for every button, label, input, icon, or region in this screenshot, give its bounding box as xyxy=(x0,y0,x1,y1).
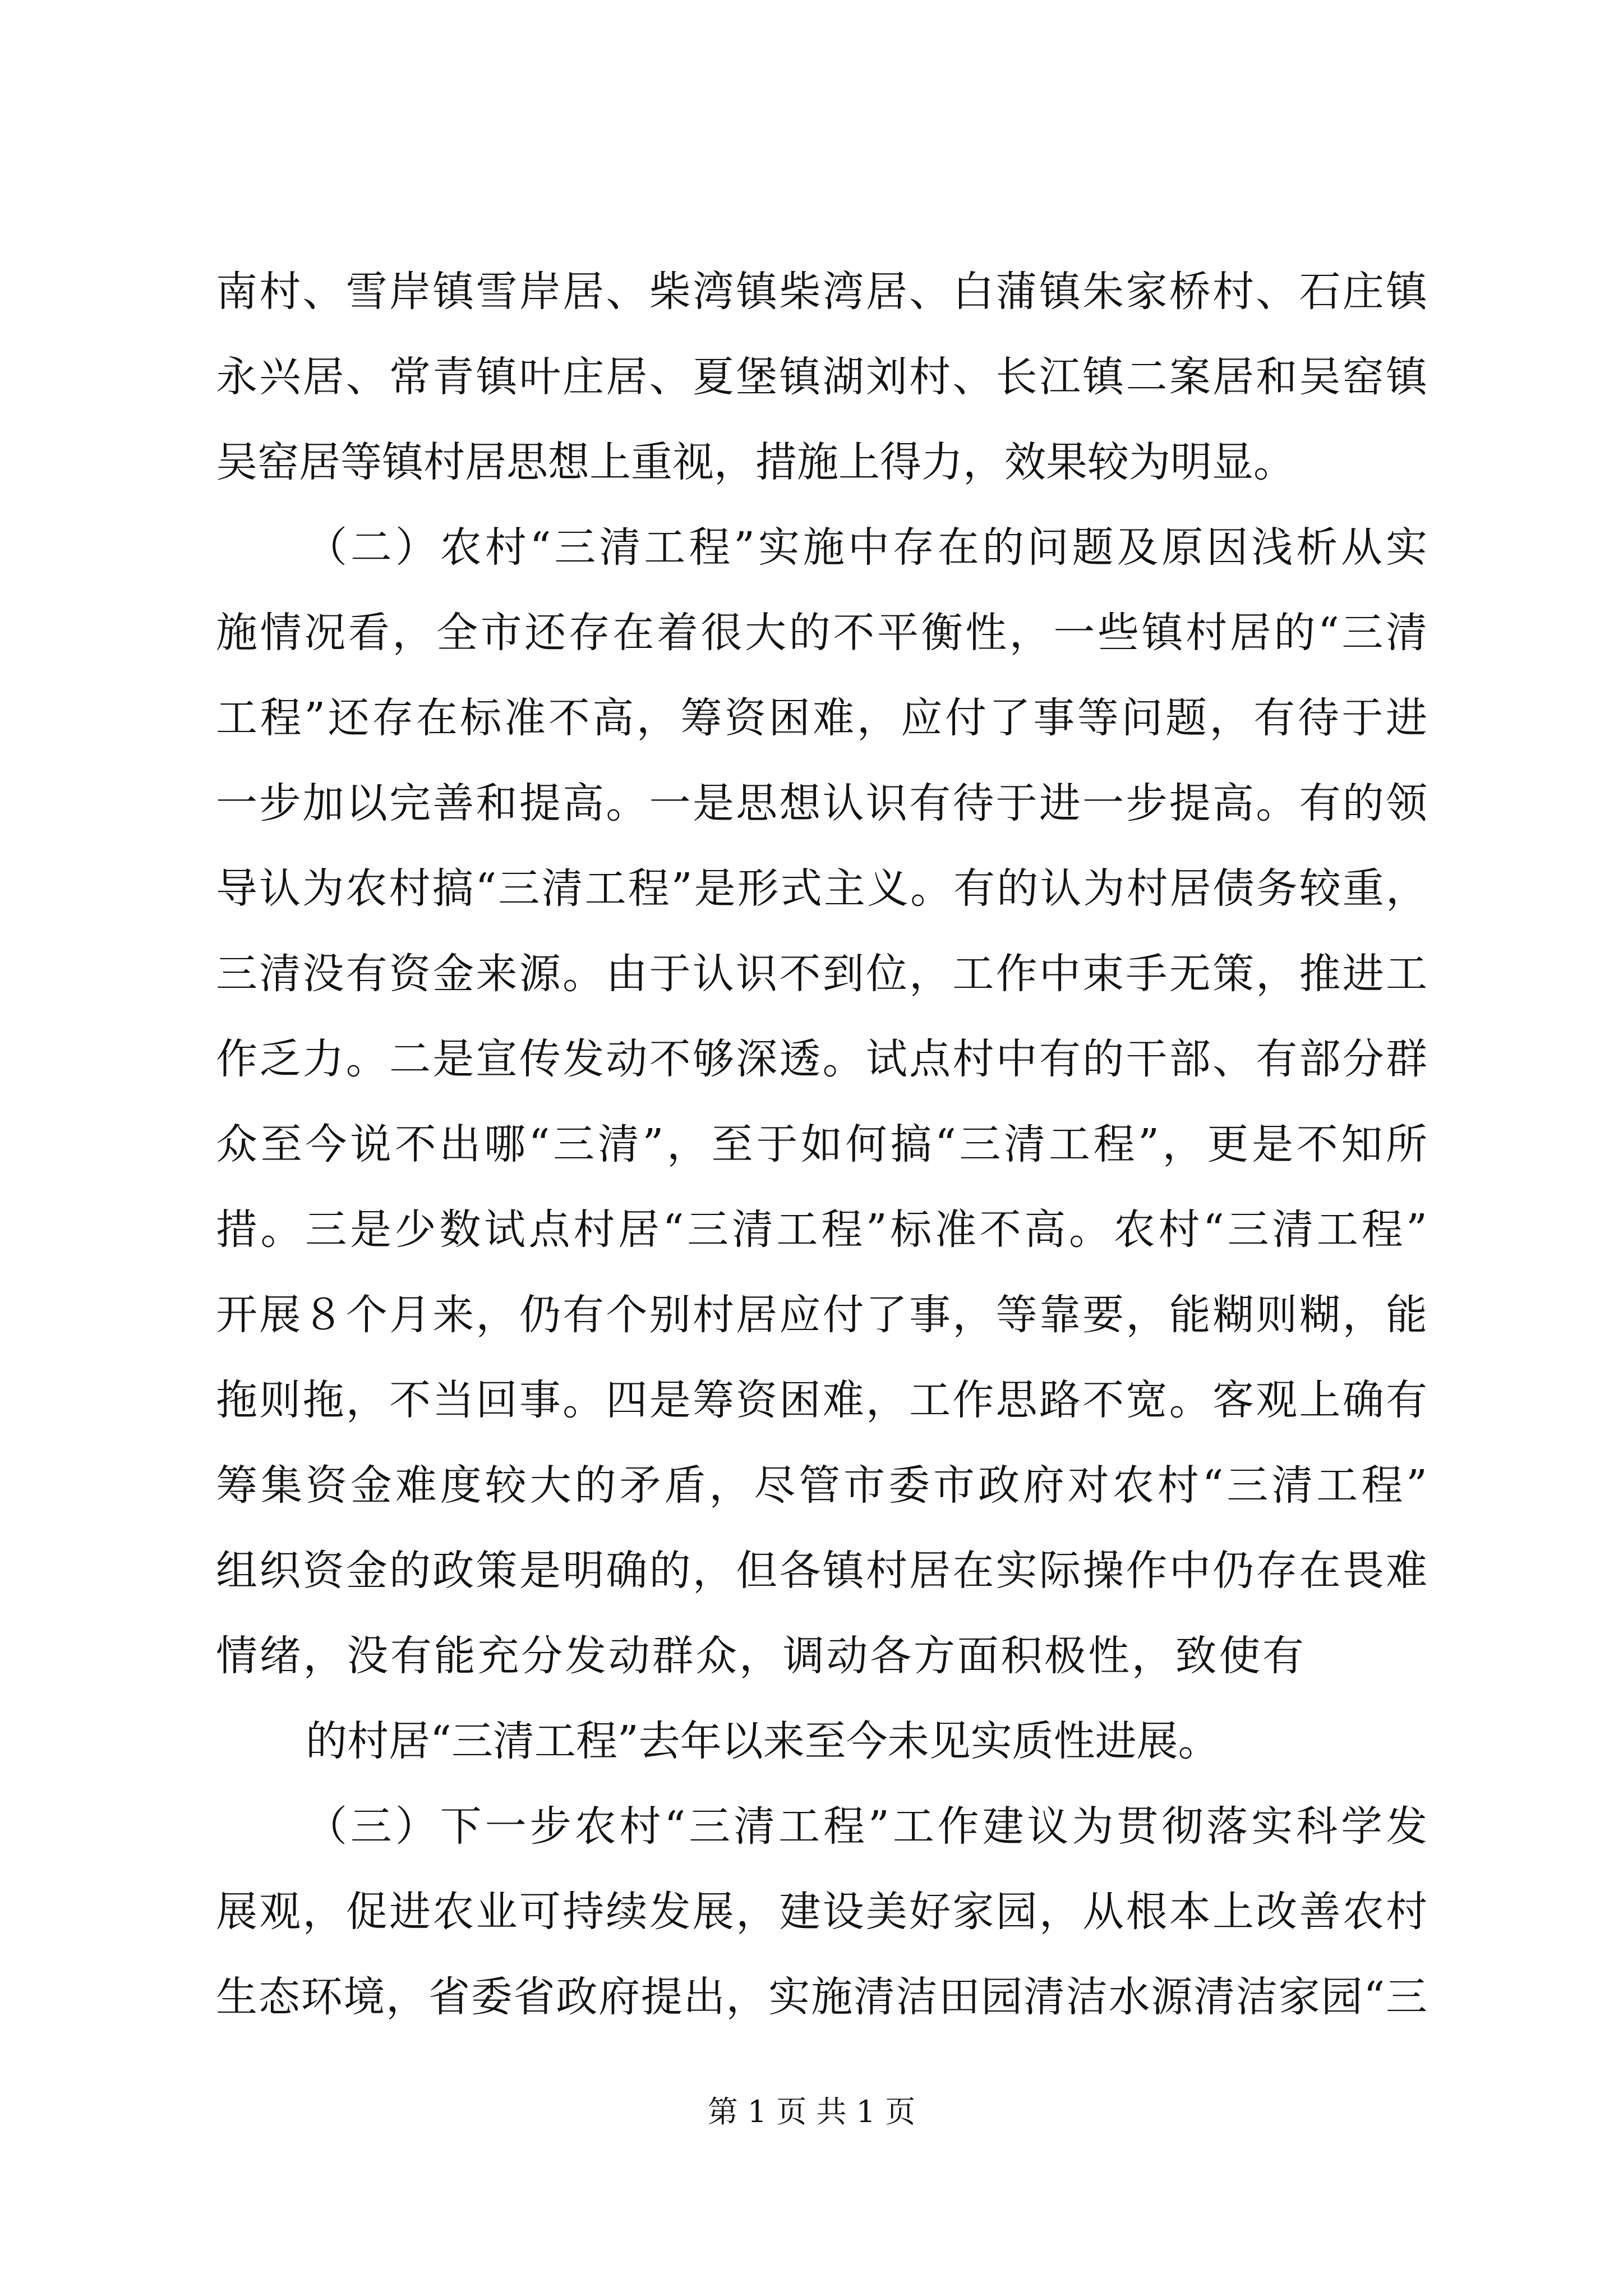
text-line: 情绪，没有能充分发动群众，调动各方面积极性，致使有 xyxy=(216,1632,1304,1680)
text-line: 工程”还存在标准不高，筹资困难，应付了事等问题，有待于进 xyxy=(216,694,1427,742)
text-line: 组织资金的政策是明确的，但各镇村居在实际操作中仍存在畏难 xyxy=(216,1547,1427,1595)
text-line: 众至今说不出哪“三清”，至于如何搞“三清工程”，更是不知所 xyxy=(216,1120,1427,1168)
text-line: 开展８个月来，仍有个别村居应付了事，等靠要，能糊则糊，能 xyxy=(216,1291,1427,1339)
text-line: 导认为农村搞“三清工程”是形式主义。有的认为村居债务较重， xyxy=(216,864,1427,913)
text-line: 永兴居、常青镇叶庄居、夏堡镇湖刘村、长江镇二案居和吴窑镇 xyxy=(216,353,1427,401)
text-line: 三清没有资金来源。由于认识不到位，工作中束手无策，推进工 xyxy=(216,950,1427,998)
text-line: 的村居“三清工程”去年以来至今未见实质性进展。 xyxy=(306,1717,1220,1765)
text-line: 措。三是少数试点村居“三清工程”标准不高。农村“三清工程” xyxy=(216,1205,1427,1254)
text-line: 吴窑居等镇村居思想上重视，措施上得力，效果较为明显。 xyxy=(216,438,1295,486)
text-line: 施情况看，全市还存在着很大的不平衡性，一些镇村居的“三清 xyxy=(216,609,1427,657)
paragraph-heading-2: （二）农村“三清工程”实施中存在的问题及原因浅析从实 xyxy=(306,523,1427,572)
text-line: 生态环境，省委省政府提出，实施清洁田园清洁水源清洁家园“三 xyxy=(216,1973,1427,2021)
text-line: 作乏力。二是宣传发动不够深透。试点村中有的干部、有部分群 xyxy=(216,1035,1427,1083)
text-line: 南村、雪岸镇雪岸居、柴湾镇柴湾居、白蒲镇朱家桥村、石庄镇 xyxy=(216,268,1427,316)
page-number-footer: 第 1 页 共 1 页 xyxy=(707,2094,916,2129)
text-line: 展观，促进农业可持续发展，建设美好家园，从根本上改善农村 xyxy=(216,1888,1427,1936)
text-line: 拖则拖，不当回事。四是筹资困难，工作思路不宽。客观上确有 xyxy=(216,1376,1427,1424)
text-line: 一步加以完善和提高。一是思想认识有待于进一步提高。有的领 xyxy=(216,779,1427,827)
paragraph-heading-3: （三）下一步农村“三清工程”工作建议为贯彻落实科学发 xyxy=(306,1802,1427,1851)
text-line: 筹集资金难度较大的矛盾，尽管市委市政府对农村“三清工程” xyxy=(216,1461,1427,1510)
